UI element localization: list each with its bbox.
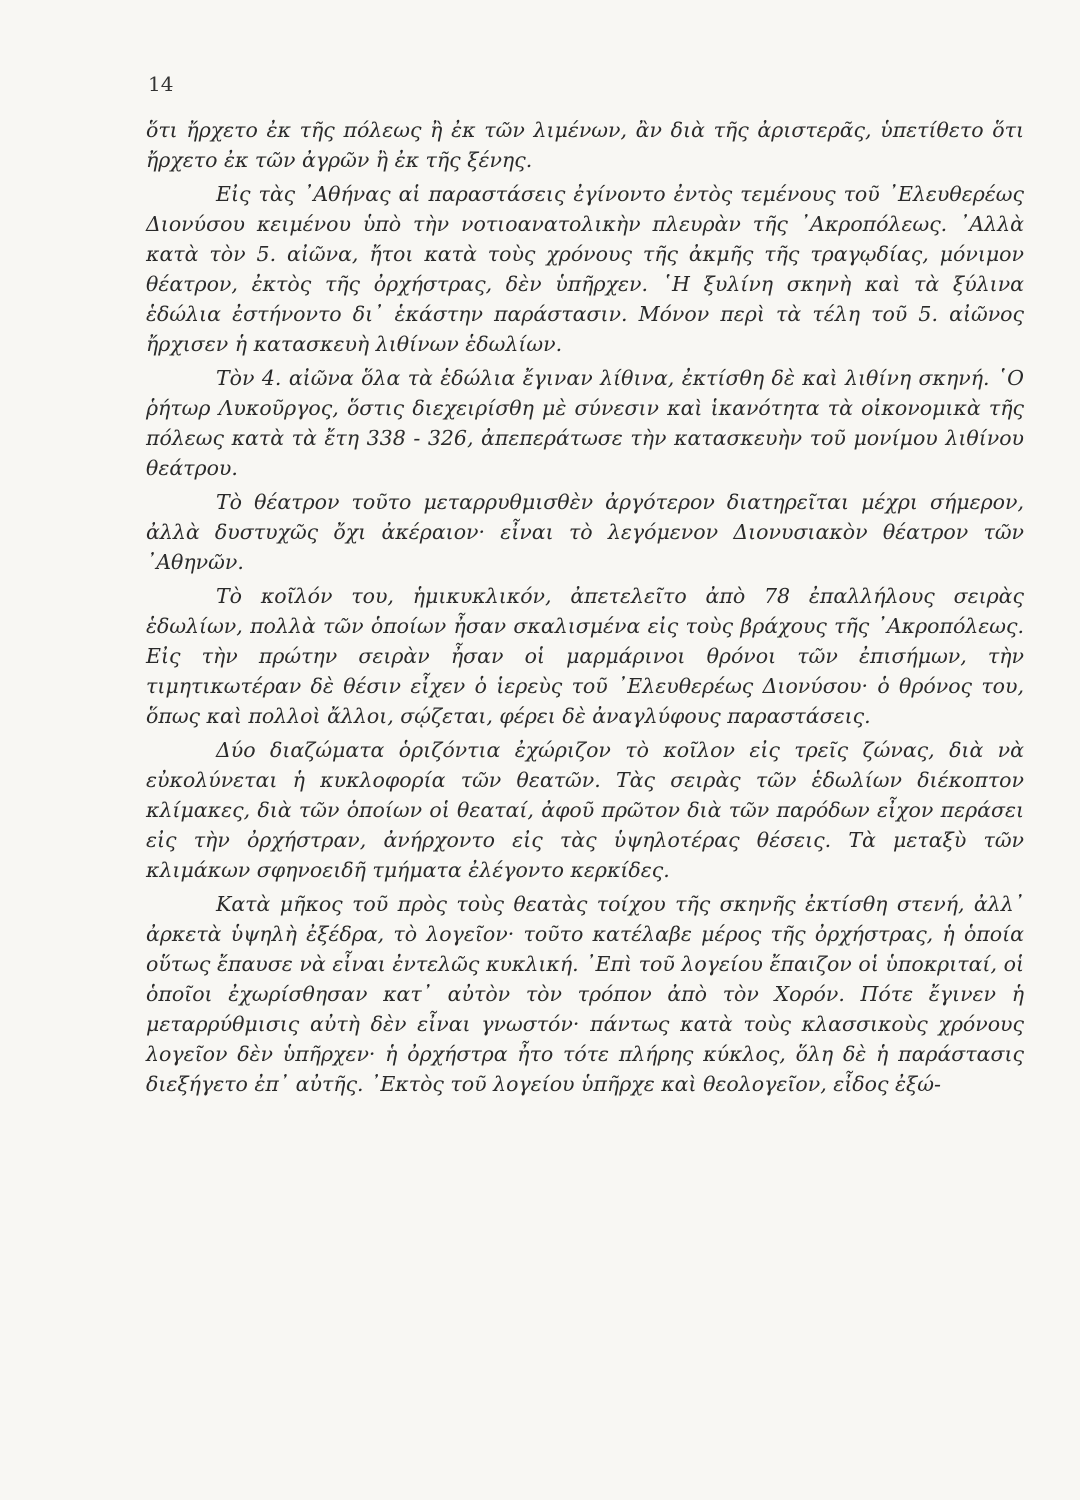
page-number: 14 [148, 72, 174, 96]
paragraph-7: Κατὰ μῆκος τοῦ πρὸς τοὺς θεατὰς τοίχου τῆς σκηνῆς ἐκτίσθη στενή, ἀλλ᾿ ἀρκετὰ ὑψηλὴ ἐξέδρα, τὸ λογεῖον· τοῦτο κατέλαβε μέρος τῆς ὀρχήστρας, ἡ ὁποία οὕτως ἔπαυσε νὰ εἶναι ἐντελῶς κυκλική. ᾿Επὶ τοῦ λογείου ἔπαιζον οἱ ὑποκριταί, οἱ ὁποῖοι ἐχωρίσθησαν κατ᾿ αὐτὸν τὸν τρόπον ἀπὸ τὸν Χορόν. Πότε ἔγινεν ἡ μεταρρύθμισις αὐτὴ δὲν εἶναι γνωστόν· πάντως κατὰ τοὺς κλασσικοὺς χρόνους λογεῖον δὲν ὑπῆρχεν· ἡ ὀρχήστρα ἦτο τότε πλήρης κύκλος, ὅλη δὲ ἡ παράστασις διεξήγετο ἐπ᾿ αὐτῆς. ᾿Εκτὸς τοῦ λογείου ὑπῆρχε καὶ θεολογεῖον, εἶδος ἐξώ- [146, 892, 1024, 1096]
paragraph-6: Δύο διαζώματα ὁριζόντια ἐχώριζον τὸ κοῖλον εἰς τρεῖς ζώνας, διὰ νὰ εὐκολύνεται ἡ κυκλοφορία τῶν θεατῶν. Τὰς σειρὰς τῶν ἑδωλίων διέκοπτον κλίμακες, διὰ τῶν ὁποίων οἱ θεαταί, ἀφοῦ πρῶτον διὰ τῶν παρόδων εἶχον περάσει εἰς τὴν ὀρχήστραν, ἀνήρχοντο εἰς τὰς ὑψηλοτέρας θέσεις. Τὰ μεταξὺ τῶν κλιμάκων σφηνοειδῆ τμήματα ἐλέγοντο κερκίδες. [146, 738, 1024, 882]
paragraph-5: Τὸ κοῖλόν του, ἡμικυκλικόν, ἀπετελεῖτο ἀπὸ 78 ἐπαλλήλους σειρὰς ἑδωλίων, πολλὰ τῶν ὁποίων ἦσαν σκαλισμένα εἰς τοὺς βράχους τῆς ᾿Ακροπόλεως. Εἰς τὴν πρώτην σειρὰν ἦσαν οἱ μαρμάρινοι θρόνοι τῶν ἐπισήμων, τὴν τιμητικωτέραν δὲ θέσιν εἶχεν ὁ ἱερεὺς τοῦ ᾿Ελευθερέως Διονύσου· ὁ θρόνος του, ὅπως καὶ πολλοὶ ἄλλοι, σῴζεται, φέρει δὲ ἀναγλύφους παραστάσεις. [146, 584, 1024, 728]
paragraph-2: Εἰς τὰς ᾿Αθήνας αἱ παραστάσεις ἐγίνοντο ἐντὸς τεμένους τοῦ ᾿Ελευθερέως Διονύσου κειμένου ὑπὸ τὴν νοτιοανατολικὴν πλευρὰν τῆς ᾿Ακροπόλεως. ᾿Αλλὰ κατὰ τὸν 5. αἰῶνα, ἤτοι κατὰ τοὺς χρόνους τῆς ἀκμῆς τῆς τραγῳδίας, μόνιμον θέατρον, ἐκτὸς τῆς ὀρχήστρας, δὲν ὑπῆρχεν. ῾Η ξυλίνη σκηνὴ καὶ τὰ ξύλινα ἑδώλια ἐστήνοντο δι᾿ ἑκάστην παράστασιν. Μόνον περὶ τὰ τέλη τοῦ 5. αἰῶνος ἤρχισεν ἡ κατασκευὴ λιθίνων ἑδωλίων. [146, 182, 1024, 356]
paragraph-4: Τὸ θέατρον τοῦτο μεταρρυθμισθὲν ἀργότερον διατηρεῖται μέχρι σήμερον, ἀλλὰ δυστυχῶς ὄχι ἀκέραιον· εἶναι τὸ λεγόμενον Διονυσιακὸν θέατρον τῶν ᾿Αθηνῶν. [146, 490, 1024, 574]
paragraph-3: Τὸν 4. αἰῶνα ὅλα τὰ ἑδώλια ἔγιναν λίθινα, ἐκτίσθη δὲ καὶ λιθίνη σκηνή. ῾Ο ῥήτωρ Λυκοῦργος, ὅστις διεχειρίσθη μὲ σύνεσιν καὶ ἱκανότητα τὰ οἰκονομικὰ τῆς πόλεως κατὰ τὰ ἔτη 338 - 326, ἀπεπεράτωσε τὴν κατασκευὴν τοῦ μονίμου λιθίνου θεάτρου. [146, 366, 1024, 480]
body-text [146, 115, 1024, 1103]
paragraph-1: ὅτι ἤρχετο ἐκ τῆς πόλεως ἢ ἐκ τῶν λιμένων, ἂν διὰ τῆς ἀριστερᾶς, ὑπετίθετο ὅτι ἤρχετο ἐκ τῶν ἀγρῶν ἢ ἐκ τῆς ξένης. [146, 118, 1024, 172]
